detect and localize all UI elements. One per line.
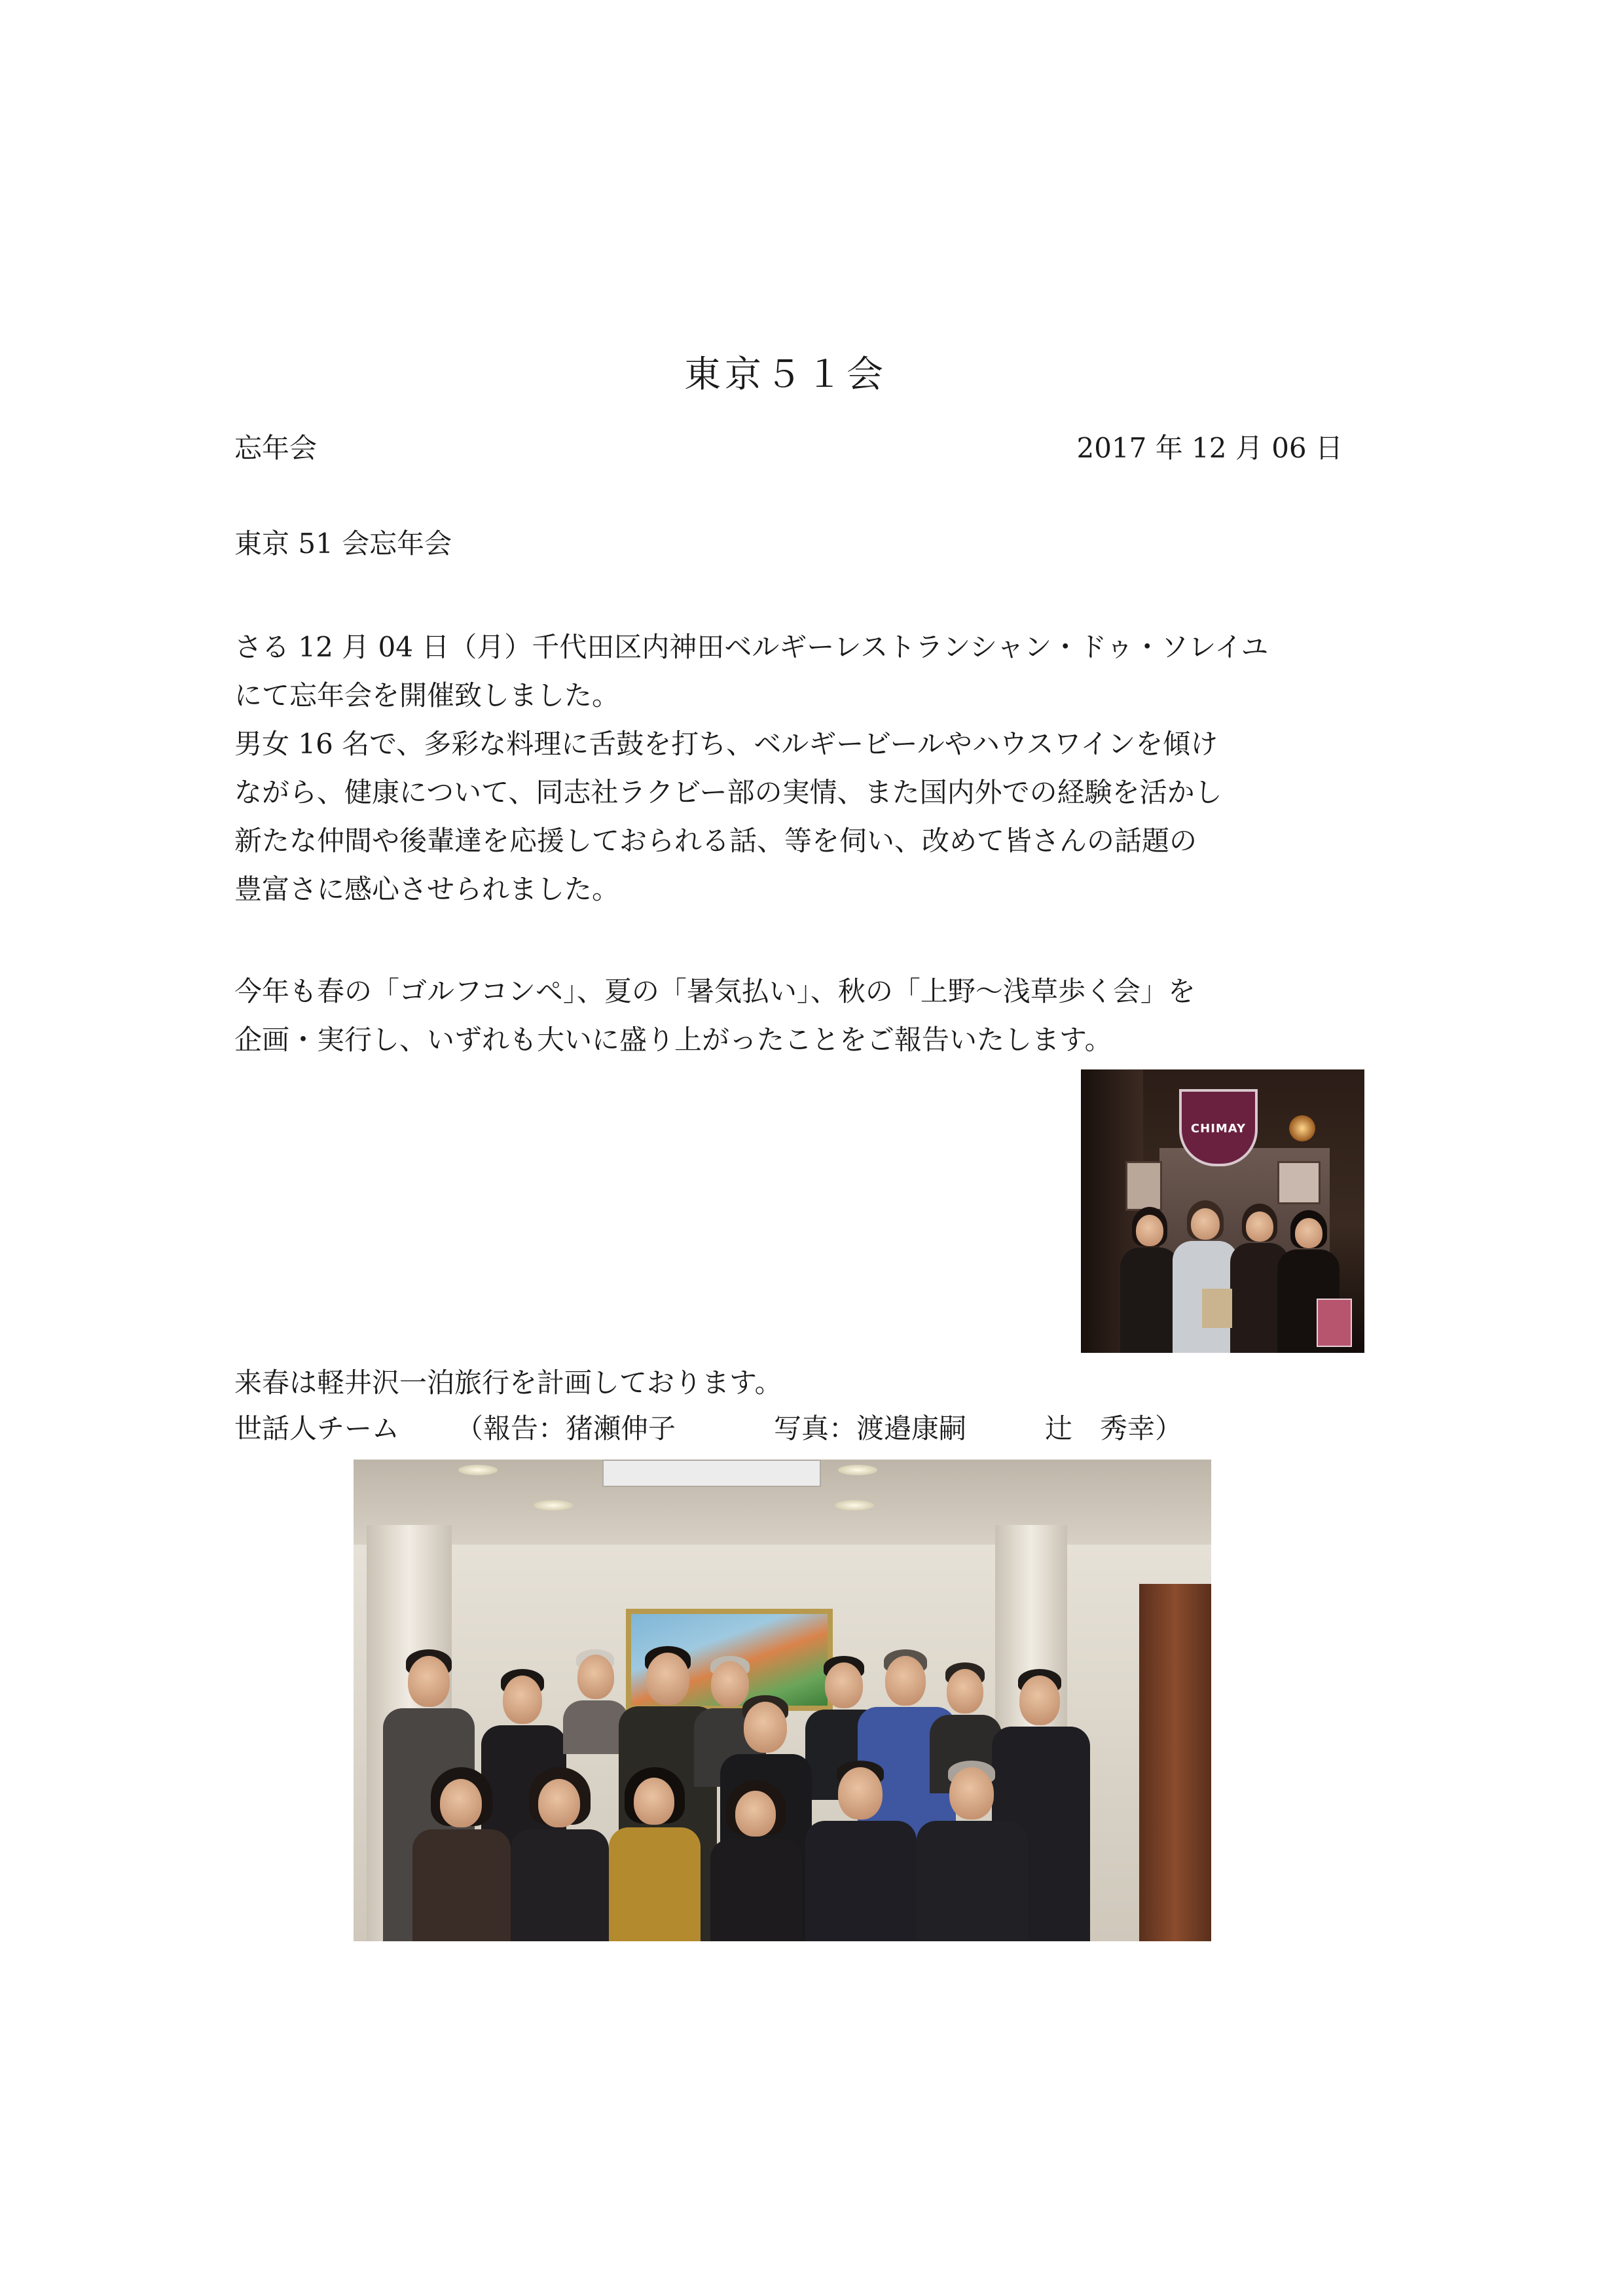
ceiling-light — [838, 1465, 877, 1475]
document-title: 東京５１会 — [684, 353, 887, 396]
paragraph-line: 新たな仲間や後輩達を応援しておられる話、等を伺い、改めて皆さんの話題の — [234, 825, 1197, 857]
paragraph-line: 今年も春の「ゴルフコンペ」、夏の「暑気払い」、秋の「上野〜浅草歩く会」を — [234, 975, 1195, 1007]
wall-poster — [1125, 1161, 1162, 1211]
entrance-photo — [1081, 1069, 1364, 1353]
ceiling-light — [534, 1500, 573, 1511]
document-subject: 東京 51 会忘年会 — [234, 528, 452, 560]
paragraph-line: ながら、健康について、同志社ラクビー部の実情、また国内外での経験を活かし — [234, 776, 1222, 808]
shopping-bag — [1202, 1289, 1232, 1328]
wooden-door — [1139, 1584, 1211, 1941]
person — [609, 1767, 701, 1941]
person — [710, 1780, 802, 1941]
person — [805, 1761, 917, 1941]
credits-photo2: 辻 秀幸） — [1045, 1412, 1183, 1444]
ceiling-light — [458, 1465, 498, 1475]
air-conditioner — [602, 1460, 821, 1487]
paragraph-line: 男女 16 名で、多彩な料理に舌鼓を打ち、ベルギービールやハウスワインを傾け — [234, 728, 1218, 760]
person — [412, 1767, 511, 1941]
person — [1173, 1200, 1238, 1353]
paragraph-line: 企画・実行し、いずれも大いに盛り上がったことをご報告いたします。 — [234, 1024, 1112, 1056]
ceiling-light — [835, 1500, 874, 1511]
credits-report: （報告：猪瀬伸子 — [456, 1412, 676, 1444]
group-photo — [354, 1460, 1211, 1941]
credits — [234, 1407, 1182, 1446]
credits-team: 世話人チーム — [234, 1412, 400, 1444]
person — [1120, 1207, 1179, 1353]
paragraph-line: にて忘年会を開催致しました。 — [234, 679, 620, 711]
next-plan: 来春は軽井沢一泊旅行を計画しております。 — [234, 1367, 782, 1399]
credits-photo: 写真：渡邉康嗣 — [774, 1412, 967, 1444]
wall-poster — [1277, 1161, 1321, 1204]
document-date: 2017 年 12 月 06 日 — [1076, 432, 1343, 464]
person — [511, 1767, 609, 1941]
chimay-sign-text: CHIMAY — [1190, 1122, 1247, 1136]
document-category: 忘年会 — [234, 432, 318, 464]
wall-lamp — [1289, 1115, 1315, 1141]
shopping-bag — [1317, 1299, 1352, 1347]
paragraph-line: さる 12 月 04 日（月）千代田区内神田ベルギーレストランシャン・ドゥ・ソレイユ — [234, 631, 1269, 663]
person — [917, 1761, 1028, 1941]
paragraph-line: 豊富さに感心させられました。 — [234, 873, 620, 905]
